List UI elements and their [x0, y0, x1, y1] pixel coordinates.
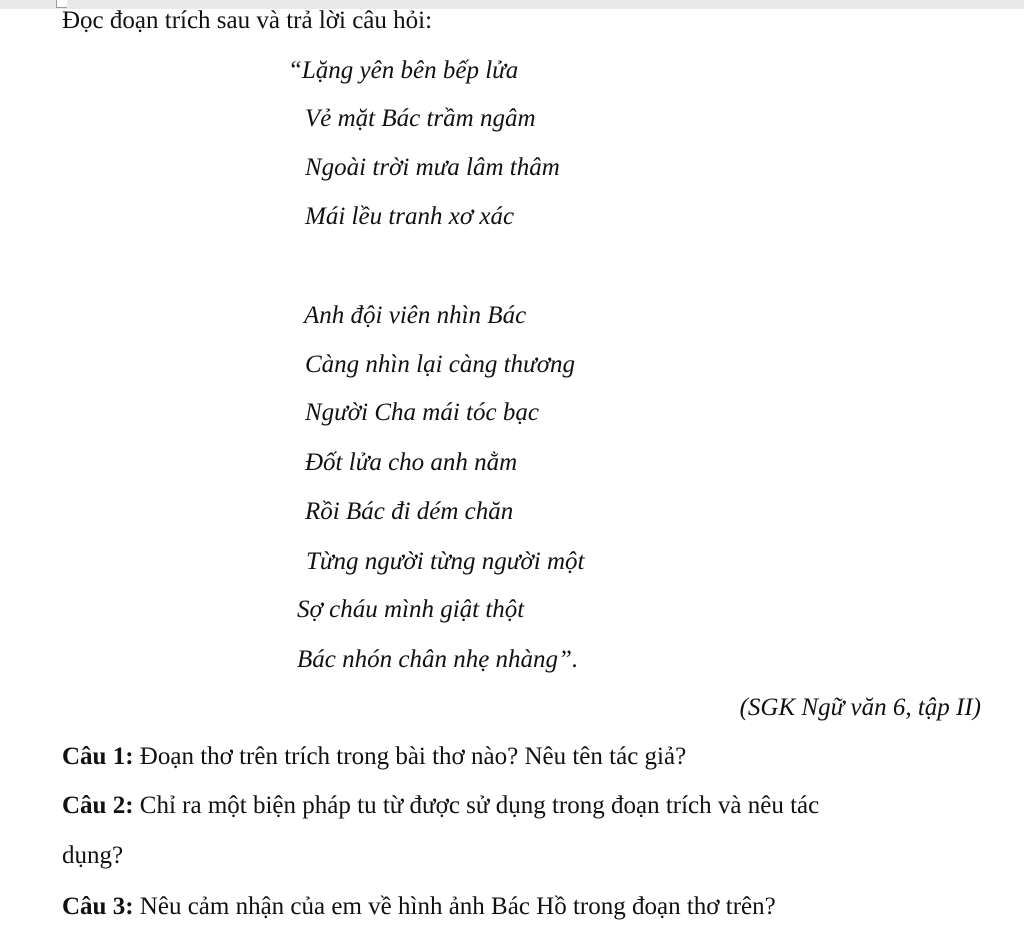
- poem-line-6: Càng nhìn lại càng thương: [305, 351, 576, 378]
- source-citation: (SGK Ngữ văn 6, tập II): [739, 694, 981, 721]
- poem-line-1: “Lặng yên bên bếp lửa: [288, 57, 519, 84]
- poem-line-12: Bác nhón chân nhẹ nhàng”.: [297, 646, 579, 673]
- question-1-label: Câu 1:: [62, 743, 134, 770]
- question-2: [62, 791, 819, 821]
- poem-line-4: Mái lều tranh xơ xác: [305, 203, 515, 230]
- poem-line-2: Vẻ mặt Bác trầm ngâm: [305, 105, 536, 132]
- poem-line-5: Anh đội viên nhìn Bác: [304, 302, 527, 329]
- question-3-label: Câu 3:: [62, 893, 134, 920]
- question-2-continuation: dụng?: [62, 842, 124, 869]
- poem-line-3: Ngoài trời mưa lâm thâm: [305, 154, 560, 181]
- question-3: [62, 892, 776, 922]
- poem-line-8: Đốt lửa cho anh nằm: [305, 449, 518, 476]
- poem-line-7: Người Cha mái tóc bạc: [305, 399, 539, 426]
- question-3-text: Nêu cảm nhận của em về hình ảnh Bác Hồ trong đoạn thơ trên?: [133, 893, 776, 920]
- poem-line-9: Rồi Bác đi dém chăn: [305, 498, 514, 525]
- instruction-text: Đọc đoạn trích sau và trả lời câu hỏi:: [62, 7, 433, 34]
- question-2-label: Câu 2:: [62, 792, 134, 819]
- question-1: [62, 742, 686, 772]
- question-1-text: Đoạn thơ trên trích trong bài thơ nào? Nêu tên tác giả?: [133, 743, 687, 770]
- poem-line-11: Sợ cháu mình giật thột: [297, 596, 525, 623]
- poem-line-10: Từng người từng người một: [306, 548, 585, 575]
- question-2-text: Chỉ ra một biện pháp tu từ được sử dụng trong đoạn trích và nêu tác: [133, 792, 820, 819]
